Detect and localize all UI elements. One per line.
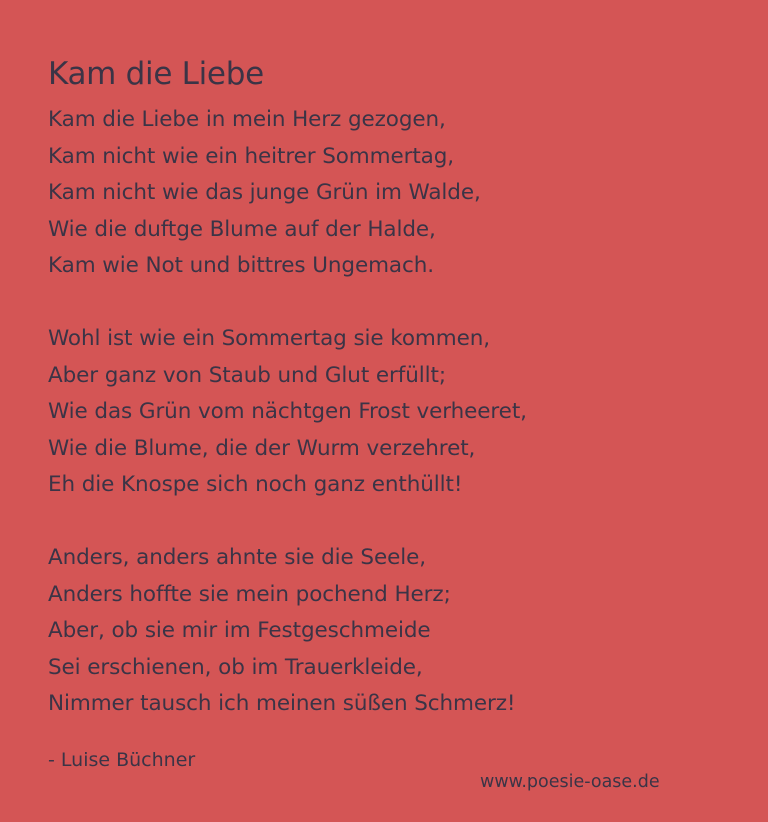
verse-line: Nimmer tausch ich meinen süßen Schmerz! (48, 691, 516, 717)
verse-line: Eh die Knospe sich noch ganz enthüllt! (48, 472, 463, 498)
verse-line: Kam nicht wie ein heitrer Sommertag, (48, 143, 455, 169)
verse-line: Sei erschienen, ob im Trauerkleide, (48, 654, 423, 680)
verse-line: Wie das Grün vom nächtgen Frost verheeret, (48, 399, 527, 425)
verse-line: Kam wie Not und bittres Ungemach. (48, 253, 434, 279)
stanza-3 (48, 540, 728, 723)
poem-author: - Luise Büchner (48, 749, 196, 771)
verse-line: Wie die duftge Blume auf der Halde, (48, 216, 436, 242)
verse-line: Wohl ist wie ein Sommertag sie kommen, (48, 325, 490, 351)
verse-line: Anders, anders ahnte sie die Seele, (48, 544, 426, 570)
verse-line: Aber ganz von Staub und Glut erfüllt; (48, 362, 446, 388)
verse-line: Wie die Blume, die der Wurm verzehret, (48, 435, 476, 461)
verse-line: Anders hoffte sie mein pochend Herz; (48, 581, 451, 607)
stanza-1 (48, 102, 728, 285)
stanza-2 (48, 321, 728, 504)
verse-line: Kam nicht wie das junge Grün im Walde, (48, 180, 481, 206)
verse-line: Kam die Liebe in mein Herz gezogen, (48, 107, 446, 132)
poem-title: Kam die Liebe (48, 56, 264, 92)
source-url: www.poesie-oase.de (480, 772, 660, 792)
verse-line: Aber, ob sie mir im Festgeschmeide (48, 618, 431, 644)
poem-card (48, 52, 728, 723)
